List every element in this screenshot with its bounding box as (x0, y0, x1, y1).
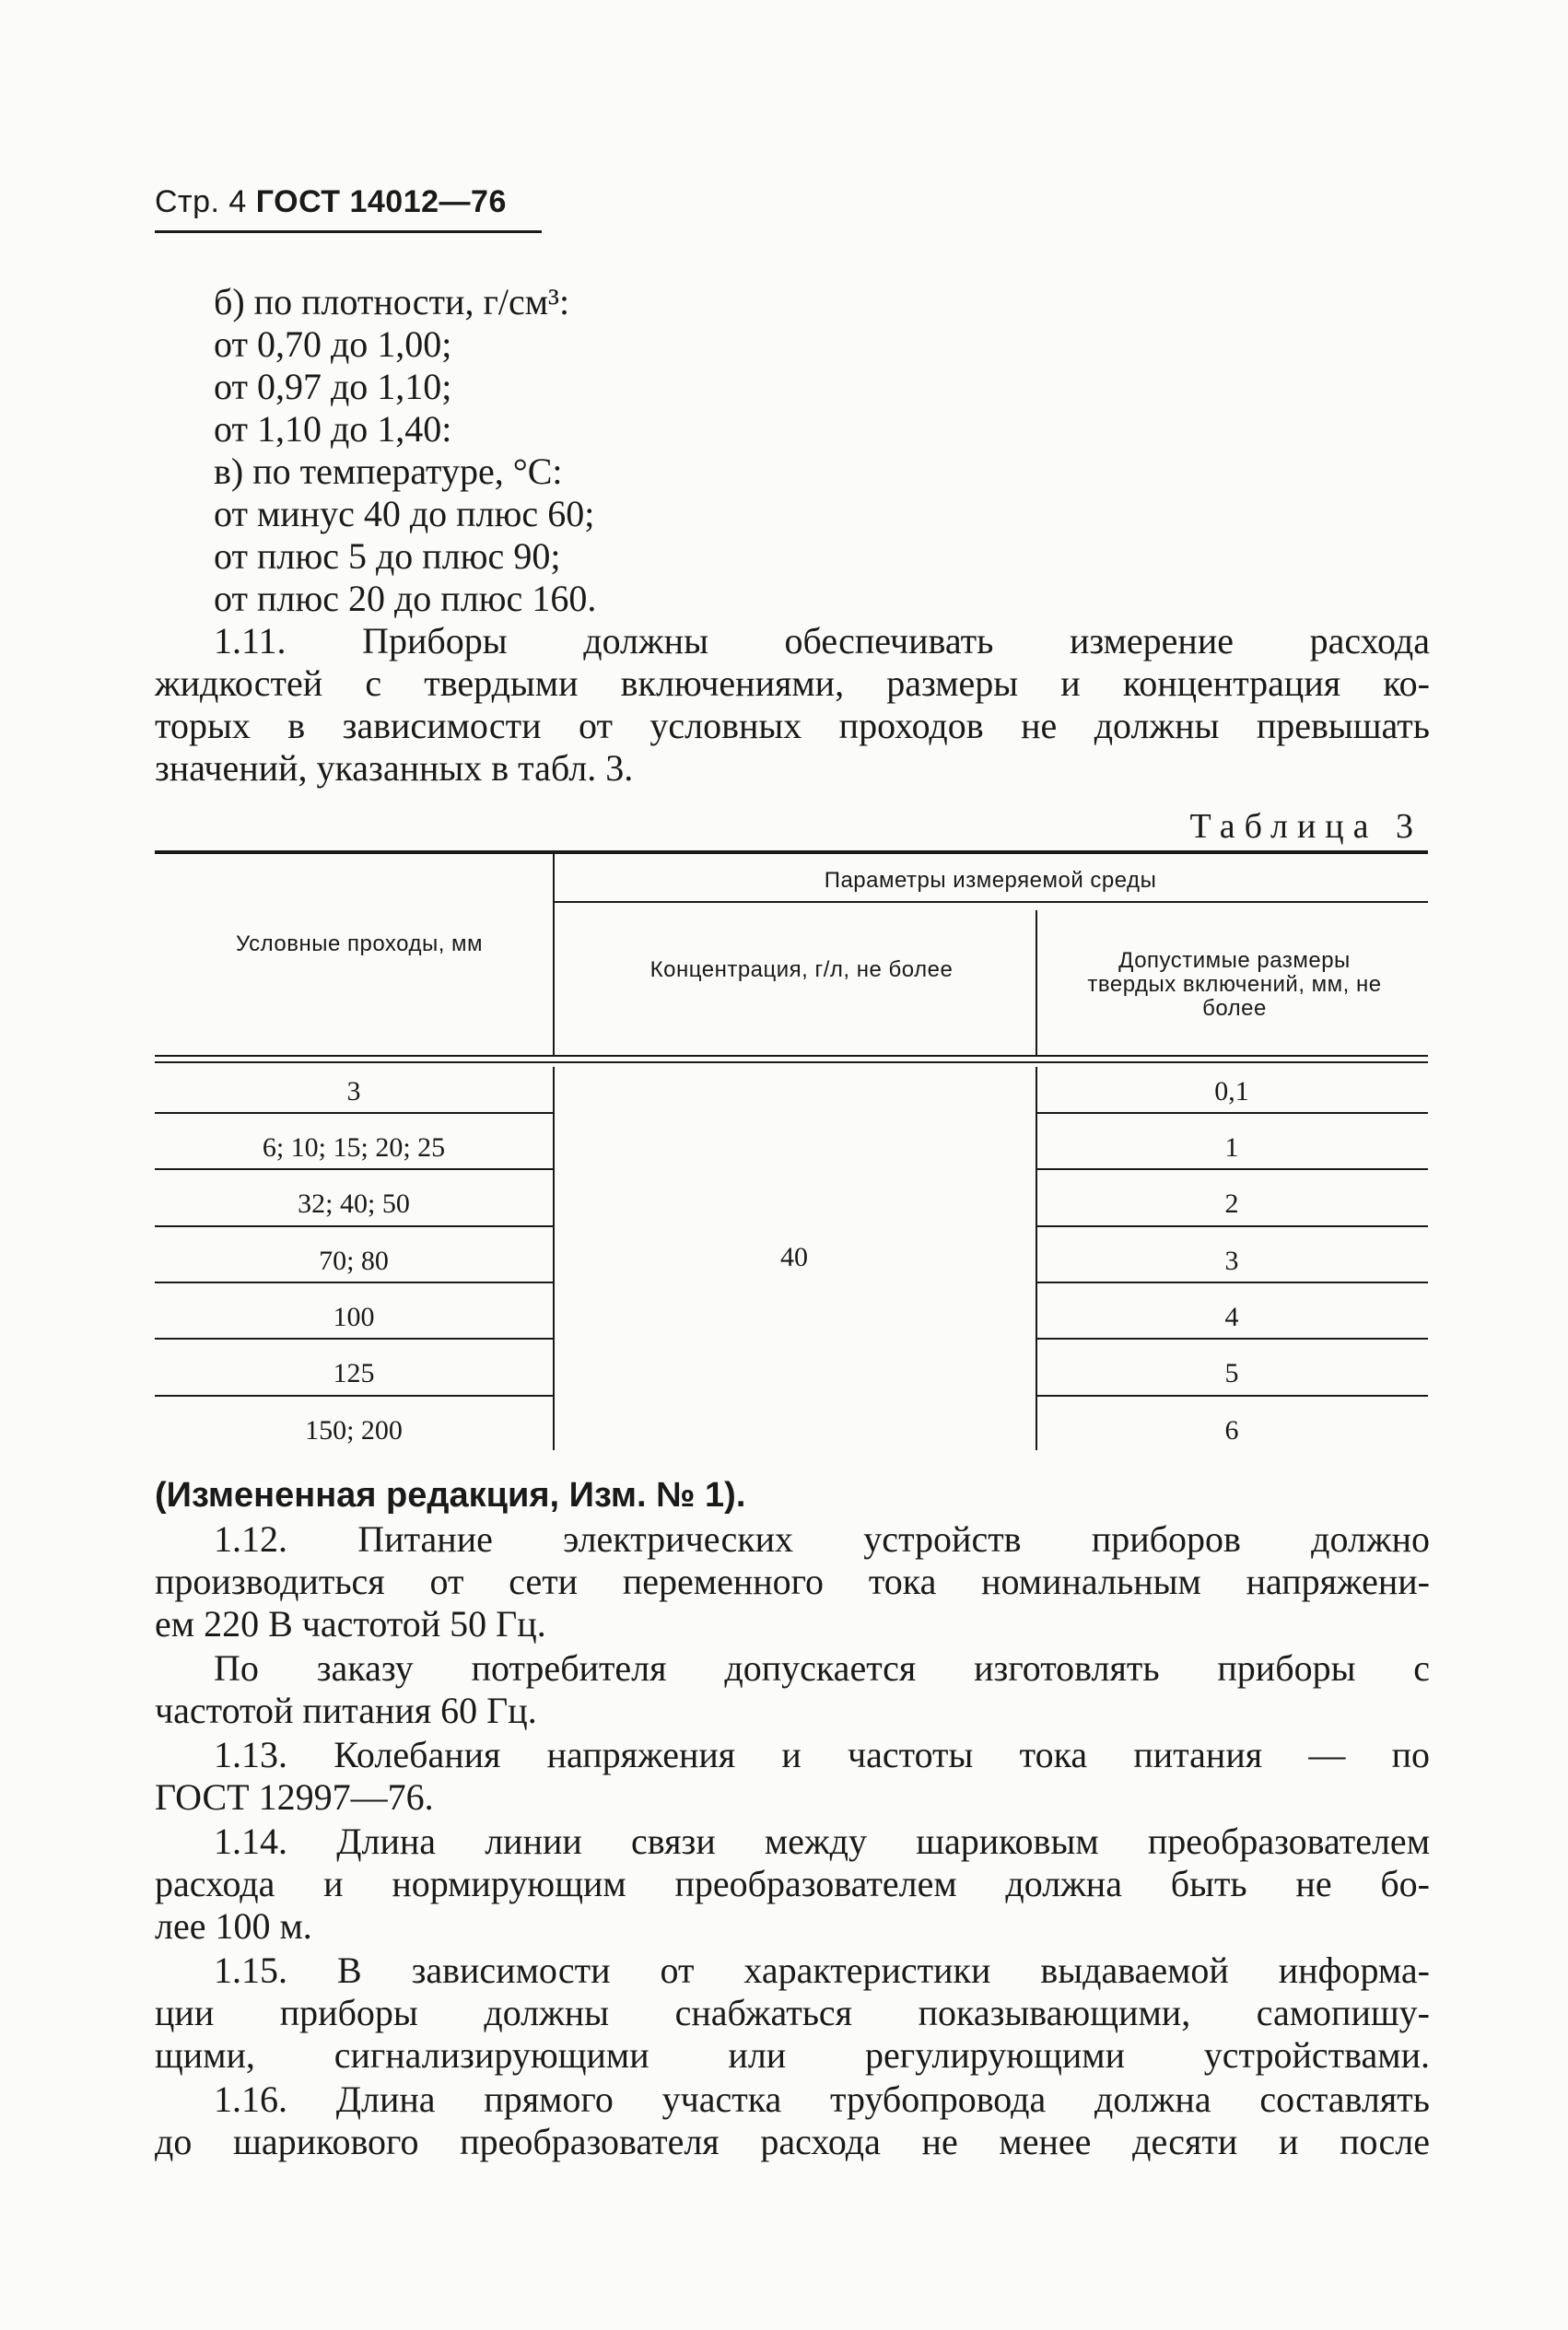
row-rule (155, 1282, 553, 1283)
intro-line: от плюс 20 до плюс 160. (214, 578, 597, 619)
paragraph-1-16-line: до шарикового преобразователя расхода не менее десяти и после (155, 2121, 1430, 2162)
paragraph-1-12b-line: частотой питания 60 Гц. (155, 1690, 537, 1731)
row-rule (155, 1168, 553, 1170)
paragraph-1-14-line: расхода и нормирующим преобразователем должна быть не бо- (155, 1863, 1430, 1904)
table-cell-size: 1 (1224, 1132, 1239, 1163)
table-cell-passage: 6; 10; 15; 20; 25 (262, 1132, 446, 1163)
intro-line: от плюс 5 до плюс 90; (214, 535, 561, 577)
paragraph-1-14-line: лее 100 м. (155, 1905, 312, 1947)
paragraph-1-13-line: ГОСТ 12997—76. (155, 1776, 434, 1818)
row-rule (1036, 1225, 1428, 1227)
row-rule (155, 1225, 553, 1227)
table-cell-concentration: 40 (780, 1242, 808, 1272)
table-cell-passage: 70; 80 (319, 1246, 389, 1276)
row-rule (1036, 1395, 1428, 1397)
paragraph-1-11-line: значений, указанных в табл. 3. (155, 747, 634, 789)
table-cell-size: 3 (1224, 1246, 1239, 1276)
paragraph-1-15-line: ции приборы должны снабжаться показывающими, самопишу- (155, 1992, 1430, 2033)
paragraph-1-15-line: 1.15. В зависимости от характеристики выдаваемой информа- (214, 1949, 1430, 1991)
amendment-note: (Измененная редакция, Изм. № 1). (155, 1476, 746, 1515)
table-cell-passage: 150; 200 (305, 1415, 403, 1446)
paragraph-1-11-line: жидкостей с твердыми включениями, размеры и концентрация ко- (155, 662, 1430, 704)
intro-line: от 0,97 до 1,10; (214, 366, 452, 407)
table-caption: Таблица 3 (1189, 807, 1422, 846)
paragraph-1-13-line: 1.13. Колебания напряжения и частоты тока питания — по (214, 1734, 1430, 1775)
row-rule (1036, 1282, 1428, 1283)
page-number: Стр. 4 (155, 184, 247, 219)
header-bottom-rule (155, 1061, 1428, 1063)
header-rule (155, 230, 542, 233)
intro-line: от минус 40 до плюс 60; (214, 493, 595, 534)
paragraph-1-11-line: торых в зависимости от условных проходов не должны превышать (155, 705, 1430, 746)
col-header-size: Допустимые размеры твердых включений, мм, не более (1087, 948, 1382, 1021)
col-header-passage: Условные проходы, мм (235, 931, 484, 956)
table-cell-size: 2 (1224, 1188, 1239, 1219)
header-col-divider (1036, 910, 1037, 1055)
table-top-rule (155, 850, 1428, 854)
paragraph-1-12-line: 1.12. Питание электрических устройств приборов должно (214, 1518, 1430, 1560)
row-rule (155, 1395, 553, 1397)
row-rule (1036, 1112, 1428, 1114)
table-cell-passage: 100 (333, 1302, 375, 1332)
row-rule (1036, 1168, 1428, 1170)
intro-line: в) по температуре, °С: (214, 451, 563, 492)
paragraph-1-11-line: 1.11. Приборы должны обеспечивать измерение расхода (214, 620, 1430, 662)
table-cell-size: 4 (1224, 1302, 1239, 1332)
row-rule (155, 1338, 553, 1340)
header-group-rule (553, 901, 1428, 903)
paragraph-1-16-line: 1.16. Длина прямого участка трубопровода должна составлять (214, 2078, 1430, 2120)
table-cell-size: 0,1 (1214, 1076, 1249, 1106)
intro-line: от 0,70 до 1,00; (214, 323, 452, 365)
table-cell-size: 5 (1224, 1358, 1239, 1388)
paragraph-1-12b-line: По заказу потребителя допускается изготовлять приборы с (214, 1647, 1430, 1689)
intro-line: б) по плотности, г/см³: (214, 281, 570, 322)
col-header-concentration: Концентрация, г/л, не более (649, 957, 954, 982)
table-cell-passage: 125 (333, 1358, 375, 1388)
row-rule (1036, 1338, 1428, 1340)
page-header (155, 184, 507, 220)
table-cell-size: 6 (1224, 1415, 1239, 1446)
paragraph-1-12-line: ем 220 В частотой 50 Гц. (155, 1603, 546, 1645)
table-cell-passage: 32; 40; 50 (298, 1188, 410, 1219)
header-group-label: Параметры измеряемой среды (824, 868, 1157, 893)
paragraph-1-15-line: щими, сигнализирующими или регулирующими устройствами. (155, 2034, 1430, 2076)
intro-line: от 1,10 до 1,40: (214, 408, 452, 450)
paragraph-1-14-line: 1.14. Длина линии связи между шариковым преобразователем (214, 1821, 1430, 1862)
paragraph-1-12-line: производиться от сети переменного тока номинальным напряжени- (155, 1561, 1430, 1602)
header-bottom-rule (155, 1055, 1428, 1057)
standard-number: ГОСТ 14012—76 (255, 184, 507, 219)
row-rule (155, 1112, 553, 1114)
table-cell-passage: 3 (346, 1076, 361, 1106)
